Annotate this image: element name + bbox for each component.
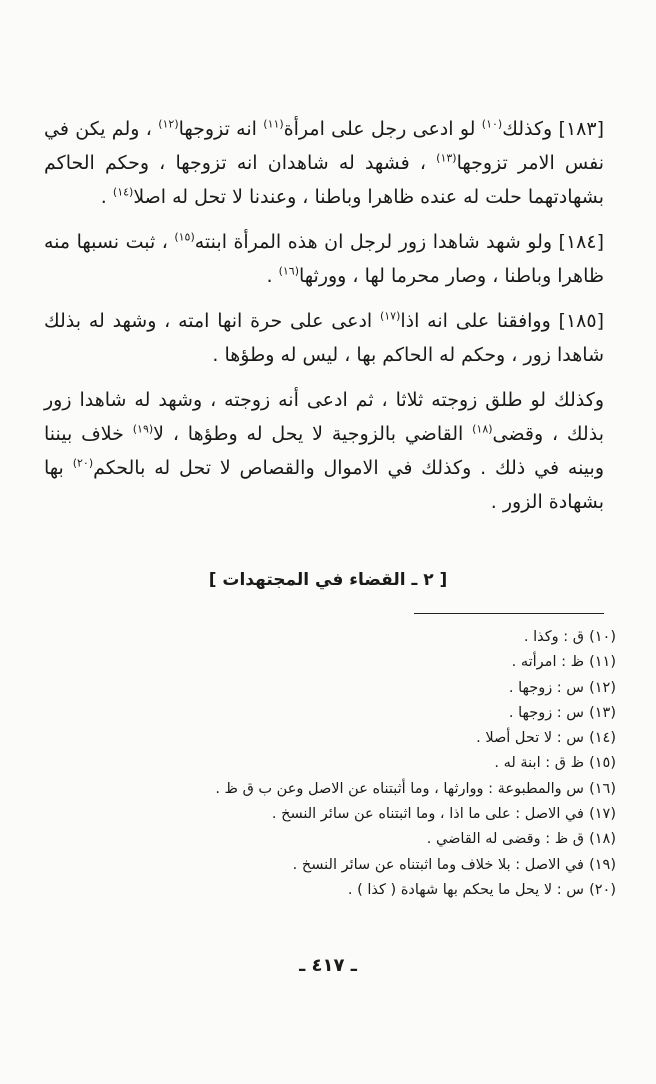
footnote bbox=[36, 676, 616, 701]
section-heading: [ ٢ ـ القضاء في المجتهدات ] bbox=[208, 570, 448, 590]
footnote-marker: (٢٠) bbox=[72, 456, 94, 470]
footnote bbox=[36, 625, 616, 650]
footnote bbox=[36, 853, 616, 878]
footnote-text: س : لا تحل أصلا . bbox=[476, 730, 584, 747]
paragraph bbox=[44, 225, 604, 293]
footnote bbox=[36, 650, 616, 675]
footnote-text: ظ ق : ابنة له . bbox=[494, 755, 584, 772]
footnote-marker: (١٣) bbox=[436, 151, 457, 165]
paragraph bbox=[44, 383, 604, 519]
footnote-text: ق ظ : وقضى له القاضي . bbox=[426, 831, 584, 848]
footnote bbox=[36, 701, 616, 726]
paragraph bbox=[44, 112, 604, 214]
text-segment: ، ولم يكن في نفس الامر تزوجها bbox=[44, 118, 604, 174]
footnotes-list bbox=[36, 625, 616, 903]
footnote-text: س : زوجها . bbox=[508, 704, 584, 721]
footnote-number: (١٣) bbox=[589, 704, 616, 721]
footnote-text: ظ : امرأته . bbox=[511, 654, 584, 671]
footnote-marker: (١٦) bbox=[278, 264, 299, 278]
footnote bbox=[36, 751, 616, 776]
footnote-number: (١٤) bbox=[589, 730, 616, 747]
footnote-marker: (١٤) bbox=[112, 185, 134, 199]
text-segment: انه تزوجها bbox=[178, 118, 264, 140]
footnote-number: (١٠) bbox=[589, 629, 616, 645]
text-segment: بها بشهادة الزور . bbox=[44, 457, 604, 513]
footnote-text: س : زوجها . bbox=[508, 679, 584, 696]
paragraph bbox=[44, 304, 604, 372]
footnote-marker: (١٠) bbox=[481, 117, 503, 131]
footnote-divider bbox=[414, 613, 604, 614]
footnote-text: س : لا يحل ما يحكم بها شهادة ( كذا ) . bbox=[347, 881, 584, 898]
footnote-text: س والمطبوعة : ووارثها ، وما أثبتناه عن الاصل وعن ب ق ظ . bbox=[215, 780, 584, 797]
footnote bbox=[36, 777, 616, 802]
text-segment: وكذلك لو طلق زوجته ثلاثا ، ثم ادعى أنه زوجته ، وشهد له شاهدا زور بذلك ، وقضى bbox=[44, 389, 604, 445]
text-segment: خلاف بيننا وبينه في ذلك . وكذلك في الاموال والقصاص لا تحل له بالحكم bbox=[44, 423, 604, 479]
footnote-number: (٢٠) bbox=[589, 881, 616, 898]
text-segment: ، ثبت نسبها منه ظاهرا وباطنا ، وصار محرما لها ، وورثها bbox=[44, 231, 604, 287]
footnote-marker: (١٢) bbox=[158, 117, 179, 131]
footnote bbox=[36, 802, 616, 827]
text-segment: القاضي بالزوجية لا يحل له وطؤها ، لا bbox=[153, 423, 473, 445]
text-segment: ، فشهد له شاهدان انه تزوجها ، وحكم الحاكم بشهادتهما حلت له عنده ظاهرا وباطنا ، وعندنا لا تحل له اصلا bbox=[44, 152, 604, 208]
text-segment: [١٨٥] ووافقنا على انه اذا bbox=[400, 310, 605, 332]
footnote-text: في الاصل : على ما اذا ، وما اثبتناه عن سائر النسخ . bbox=[271, 806, 584, 823]
footnote-number: (١٥) bbox=[589, 755, 616, 772]
footnote bbox=[36, 827, 616, 852]
text-segment: ادعى على حرة انها امته ، وشهد له بذلك شاهدا زور ، وحكم له الحاكم بها ، ليس له وطؤها . bbox=[44, 310, 604, 366]
footnote-number: (١٧) bbox=[589, 806, 616, 823]
text-segment: [١٨٤] ولو شهد شاهدا زور لرجل ان هذه المرأة ابنته bbox=[194, 231, 604, 253]
text-segment: لو ادعى رجل على امرأة bbox=[283, 118, 482, 140]
footnote-text: ق : وكذا . bbox=[523, 629, 584, 645]
footnote-number: (١٨) bbox=[589, 831, 616, 848]
main-text bbox=[44, 112, 604, 519]
footnote-marker: (١٨) bbox=[472, 422, 493, 436]
text-segment: . bbox=[266, 265, 279, 287]
footnote-marker: (١١) bbox=[263, 117, 284, 131]
footnote-number: (١٦) bbox=[589, 780, 616, 797]
page-number: ـ ٤١٧ ـ bbox=[299, 955, 357, 976]
footnote-marker: (١٥) bbox=[174, 230, 195, 244]
footnote-number: (١٢) bbox=[589, 679, 616, 696]
footnote bbox=[36, 726, 616, 751]
footnote-text: في الاصل : بلا خلاف وما اثبتناه عن سائر النسخ . bbox=[292, 856, 584, 873]
footnote-marker: (١٩) bbox=[132, 422, 154, 436]
footnote-number: (١١) bbox=[589, 654, 616, 671]
footnote-marker: (١٧) bbox=[379, 309, 401, 323]
footnote bbox=[36, 878, 616, 903]
text-segment: [١٨٣] وكذلك bbox=[502, 118, 604, 140]
text-segment: . bbox=[100, 186, 113, 208]
footnote-number: (١٩) bbox=[589, 856, 616, 873]
